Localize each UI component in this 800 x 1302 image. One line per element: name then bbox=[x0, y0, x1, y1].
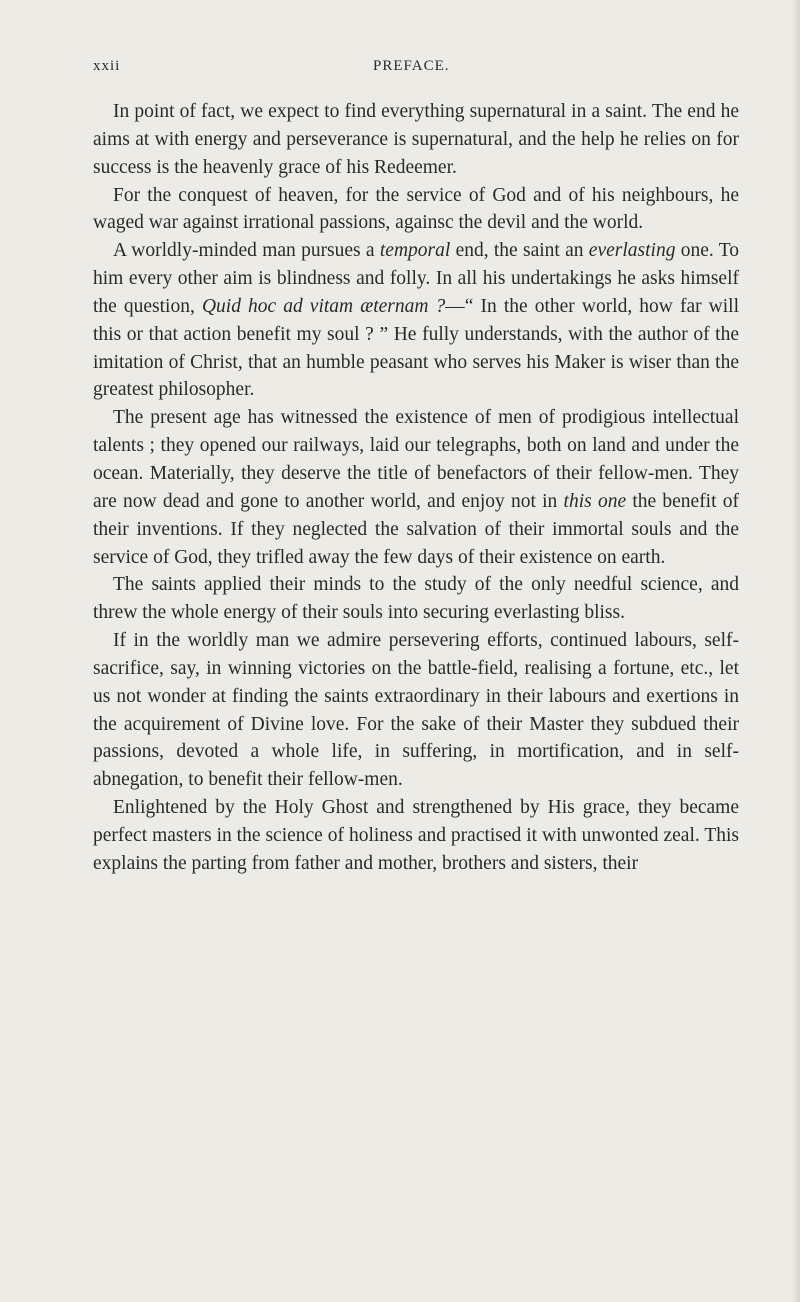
page-number: xxii bbox=[93, 58, 121, 74]
text-run: The saints applied their minds to the study of the only needful science, and threw the whole energy of their souls into securing everlasting bliss. bbox=[93, 574, 739, 624]
page-edge-shadow bbox=[792, 0, 800, 1302]
italic-text: this one bbox=[563, 490, 627, 512]
text-run: one. To him every other aim is blindness and folly. In all his undertakings he asks himself the question, bbox=[93, 240, 739, 317]
page-header bbox=[93, 58, 733, 82]
paragraph bbox=[93, 404, 739, 571]
paragraph bbox=[93, 571, 739, 627]
text-run: the benefit of their inventions. If they neglected the salvation of their immortal souls and the service of God, they trifled away the few days of their existence on earth. bbox=[93, 490, 739, 568]
italic-text: temporal bbox=[379, 240, 451, 262]
text-run: If in the worldly man we admire persevering efforts, continued labours, self-sacrifice, say, in winning victories on the battle-field, realising a fortune, etc., let us not wonder at finding the saints extraordinary in their labours and exertions in the acquirement of Divine love. For the sake of their Master they subdued their passions, devoted a whole life, in suffering, in mortification, and in self-abnegation, to benefit their fellow-men. bbox=[93, 630, 739, 791]
running-head: PREFACE. bbox=[373, 58, 450, 74]
body-text bbox=[93, 98, 739, 878]
text-run: For the conquest of heaven, for the service of God and of his neighbours, he waged war against irrational passions, againsc the devil and the world. bbox=[93, 184, 739, 234]
text-run: The present age has witnessed the existence of men of prodigious intellectual talents ; they opened our railways, laid our telegraphs, both on land and under the ocean. Materially, they deserve the title of benefactors of their fellow-men. They are now dead and gone to another world, and enjoy not in bbox=[93, 407, 739, 512]
text-run: —“ In the other world, how far will this or that action benefit my soul ? ” He fully understands, with the author of the imitation of Christ, that an humble peasant who serves his Maker is wiser than the greatest philosopher. bbox=[93, 295, 740, 401]
paragraph bbox=[93, 98, 739, 182]
text-run: In point of fact, we expect to find everything supernatural in a saint. The end he aims at with energy and perseverance is supernatural, and the help he relies on for success is the heavenly grace of his Redeemer. bbox=[93, 101, 739, 178]
italic-text: Quid hoc ad vitam æternam ? bbox=[201, 295, 446, 317]
paragraph bbox=[93, 182, 739, 238]
text-run: A worldly-minded man pursues a bbox=[113, 240, 380, 262]
text-run: Enlightened by the Holy Ghost and strengthened by His grace, they became perfect masters in the science of holiness and practised it with unwonted zeal. This explains the parting from father and mother, brothers and sisters, their bbox=[93, 797, 739, 874]
paragraph bbox=[93, 627, 739, 794]
italic-text: everlasting bbox=[588, 240, 676, 262]
paragraph bbox=[93, 794, 739, 878]
text-run: end, the saint an bbox=[450, 240, 589, 262]
paragraph bbox=[93, 237, 739, 404]
